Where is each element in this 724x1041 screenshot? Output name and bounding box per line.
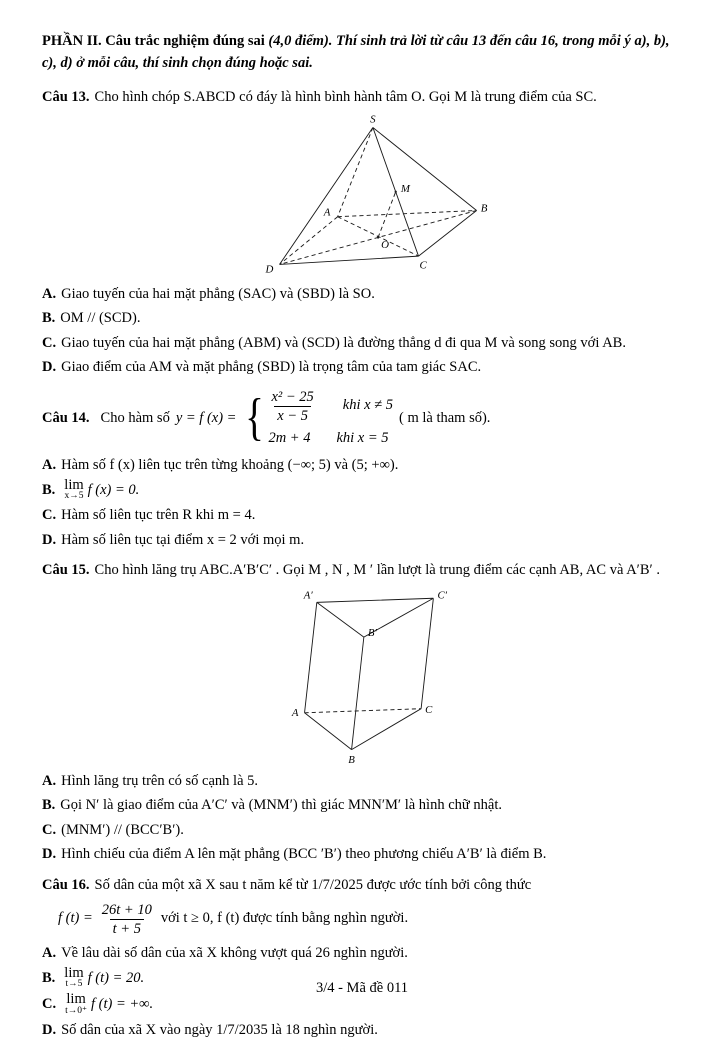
option-label: A.: [42, 456, 57, 473]
section-instructions: (4,0 điểm). Thí sinh trả lời từ câu 13 đến câu 16, trong mỗi ý a), b), c), d) ở mỗi câu, thí sinh chọn đúng hoặc sai.: [42, 33, 670, 72]
option-label: C.: [42, 996, 57, 1013]
fraction-numerator: x² − 25: [271, 388, 314, 405]
prism-figure: [287, 586, 455, 768]
case-expression-2: 2m + 4: [268, 429, 311, 446]
vertex-label-a: A: [323, 206, 331, 219]
option-label: D.: [42, 359, 57, 376]
q16-option-d: [42, 1019, 682, 1041]
q16-formula-lhs: f (t) =: [58, 910, 93, 927]
piecewise-function: [242, 388, 393, 450]
vertex-label-s: S: [370, 113, 376, 126]
option-label: C.: [42, 334, 57, 351]
q13-option-c: [42, 332, 682, 354]
q13-figure: [70, 113, 682, 281]
q13-label: Câu 13.: [42, 88, 90, 105]
option-label: B.: [42, 970, 56, 987]
option-label: A.: [42, 285, 57, 302]
limit-operator: lim: [64, 965, 84, 982]
option-text: Giao tuyến của hai mặt phẳng (SAC) và (SBD) là SO.: [61, 285, 375, 302]
q14-statement: [42, 388, 682, 450]
q15-figure: [60, 586, 682, 768]
option-text: Hàm số liên tục trên R khi m = 4.: [61, 507, 256, 524]
q15-option-c: [42, 819, 682, 841]
q14-option-b: [42, 478, 682, 502]
fraction: [268, 388, 316, 425]
q14-label: Câu 14.: [42, 409, 90, 426]
q15-option-b: [42, 794, 682, 816]
q14-formula-lhs: y = f (x) =: [175, 409, 237, 426]
option-text: f (t) = +∞.: [91, 996, 154, 1013]
option-text: Giao tuyến của hai mặt phẳng (ABM) và (SCD) là đường thẳng d đi qua M và song song với AB.: [61, 334, 626, 351]
q13-option-b: [42, 307, 682, 329]
option-text: Gọi N′ là giao điểm của A′C′ và (MNM′) thì giác MNN′M′ là hình chữ nhật.: [60, 797, 502, 814]
option-text: Số dân của xã X vào ngày 1/7/2035 là 18 nghìn người.: [61, 1021, 378, 1038]
case-condition-2: khi x = 5: [336, 429, 389, 446]
case-rows: [268, 388, 393, 450]
limit-subscript: x→5: [64, 491, 84, 502]
q16-statement: [42, 875, 682, 897]
vertex-label-m: M: [400, 182, 410, 195]
vertex-label-b: B: [480, 202, 488, 215]
option-label: D.: [42, 531, 57, 548]
q14-option-d: [42, 529, 682, 551]
option-label: B.: [42, 481, 56, 498]
option-label: D.: [42, 846, 57, 863]
q15-option-a: [42, 770, 682, 792]
q14-option-c: [42, 504, 682, 526]
vertex-label-a-prime: A′: [303, 589, 313, 602]
option-text: Hàm số f (x) liên tục trên từng khoảng (−∞; 5) và (5; +∞).: [61, 456, 399, 473]
option-text: OM // (SCD).: [60, 310, 141, 327]
option-label: B.: [42, 797, 56, 814]
q16-formula-post: với t ≥ 0, f (t) được tính bằng nghìn người.: [160, 910, 409, 927]
vertex-label-c: C: [425, 703, 433, 716]
option-label: A.: [42, 944, 57, 961]
q14-intro-post: ( m là tham số).: [399, 409, 491, 426]
case-row-2: [268, 428, 393, 450]
section-title: PHẦN II. Câu trắc nghiệm đúng sai: [42, 33, 265, 49]
vertex-label-c-prime: C′: [437, 589, 447, 602]
q13-option-a: [42, 283, 682, 305]
option-text: Giao điểm của AM và mặt phẳng (SBD) là trọng tâm của tam giác SAC.: [61, 359, 482, 376]
q14-intro-pre: Cho hàm số: [100, 409, 170, 426]
q16-intro: Số dân của một xã X sau t năm kể từ 1/7/2025 được ước tính bởi công thức: [94, 876, 532, 893]
fraction-denominator: x − 5: [274, 406, 311, 425]
option-text: Hàm số liên tục tại điểm x = 2 với mọi m.: [61, 531, 305, 548]
option-label: C.: [42, 821, 57, 838]
option-label: A.: [42, 772, 57, 789]
case-row-1: [268, 388, 393, 425]
limit-operator: lim: [66, 991, 86, 1008]
option-text: Hình lăng trụ trên có số cạnh là 5.: [61, 772, 259, 789]
q13-option-d: [42, 356, 682, 378]
q13-statement: [42, 87, 682, 109]
limit-subscript: t→5: [65, 979, 83, 990]
q15-intro: Cho hình lăng trụ ABC.A′B′C′ . Gọi M , N , M ′ lần lượt là trung điểm các cạnh AB, AC và A′B′ .: [94, 562, 660, 579]
vertex-label-o: O: [381, 238, 390, 251]
option-text: (MNM′) // (BCC′B′).: [61, 821, 184, 838]
q16-option-a: [42, 942, 682, 964]
q15-label: Câu 15.: [42, 562, 90, 579]
q13-intro: Cho hình chóp S.ABCD có đáy là hình bình hành tâm O. Gọi M là trung điểm của SC.: [94, 88, 597, 105]
option-text: f (t) = 20.: [87, 970, 145, 987]
pyramid-figure: [258, 113, 494, 281]
q16-formula-line: [58, 901, 682, 938]
vertex-label-b: B: [348, 753, 355, 766]
q15-option-d: [42, 843, 682, 865]
section-header: [42, 30, 682, 75]
vertex-label-c: C: [419, 259, 427, 272]
option-text: f (x) = 0.: [87, 481, 140, 498]
page-footer: 3/4 - Mã đề 011: [315, 980, 409, 997]
option-label: C.: [42, 507, 57, 524]
case-condition-1: khi x ≠ 5: [342, 397, 393, 414]
fraction-denominator: t + 5: [110, 919, 144, 938]
q15-statement: [42, 560, 682, 582]
option-text: Hình chiếu của điểm A lên mặt phẳng (BCC ′B′) theo phương chiếu A′B′ là điểm B.: [61, 846, 547, 863]
vertex-label-d: D: [265, 263, 274, 276]
vertex-label-b-prime: B′: [367, 627, 377, 640]
q16-label: Câu 16.: [42, 876, 90, 893]
limit-expression: [64, 478, 83, 502]
limit-operator: lim: [64, 477, 84, 494]
option-label: D.: [42, 1021, 57, 1038]
vertex-label-a: A: [291, 706, 299, 719]
fraction-numerator: 26t + 10: [101, 901, 152, 918]
q14-option-a: [42, 454, 682, 476]
limit-subscript: t→0⁺: [65, 1005, 88, 1016]
case-brace: {: [245, 389, 265, 447]
option-label: B.: [42, 310, 56, 327]
option-text: Về lâu dài số dân của xã X không vượt quá 26 nghìn người.: [61, 944, 408, 961]
fraction: [99, 901, 155, 938]
